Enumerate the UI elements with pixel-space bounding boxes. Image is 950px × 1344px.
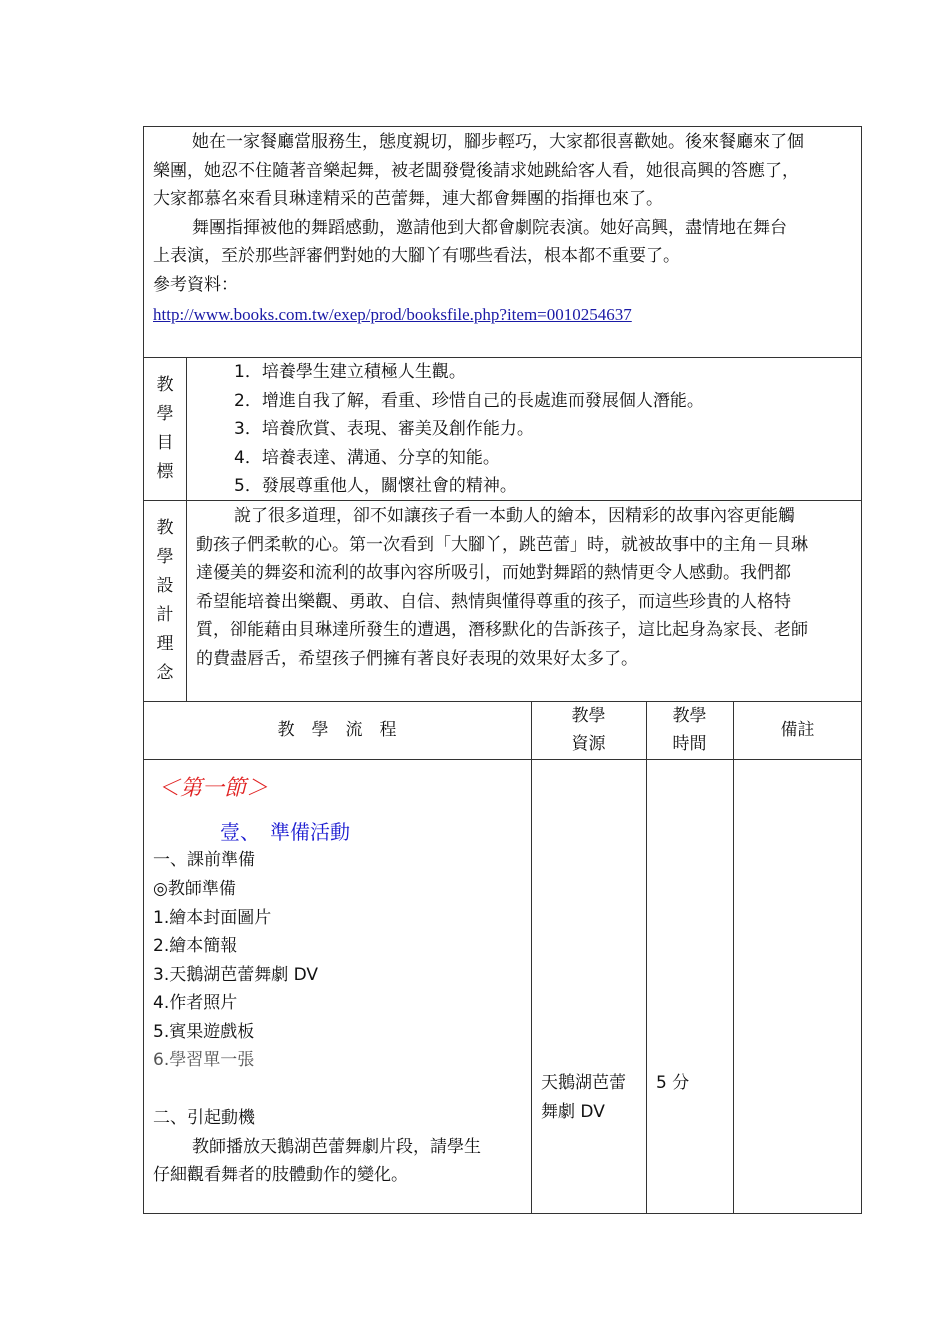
prep-item: 1.繪本封面圖片 bbox=[153, 908, 272, 928]
prep-heading: 一、課前準備 bbox=[153, 850, 255, 870]
design-label bbox=[143, 514, 187, 688]
label-char: 標 bbox=[156, 462, 174, 482]
story-paragraph-line: 大家都慕名來看貝琳達精采的芭蕾舞，連大都會舞團的指揮也來了。 bbox=[153, 189, 663, 209]
goal-item: 5．發展尊重他人，關懷社會的精神。 bbox=[234, 476, 517, 496]
design-line: 說了很多道理，卻不如讓孩子看一本動人的繪本，因精彩的故事內容更能觸 bbox=[234, 506, 795, 526]
col-divider bbox=[733, 701, 734, 1214]
story-paragraph-line: 舞團指揮被他的舞蹈感動，邀請他到大都會劇院表演。她好高興，盡情地在舞台 bbox=[192, 218, 787, 238]
design-line: 動孩子們柔軟的心。第一次看到「大腳丫，跳芭蕾」時，就被故事中的主角－貝琳 bbox=[196, 535, 808, 555]
motivation-line: 教師播放天鵝湖芭蕾舞劇片段，請學生 bbox=[192, 1137, 481, 1157]
prep-item: 6.學習單一張 bbox=[153, 1050, 255, 1070]
motivation-line: 仔細觀看舞者的肢體動作的變化。 bbox=[153, 1165, 408, 1185]
design-line: 的費盡唇舌，希望孩子們擁有著良好表現的效果好太多了。 bbox=[196, 649, 638, 669]
prep-item: 3.天鵝湖芭蕾舞劇 DV bbox=[153, 965, 319, 985]
label-char: 計 bbox=[156, 605, 174, 625]
resource-line2: 舞劇 DV bbox=[541, 1102, 605, 1122]
design-line: 希望能培養出樂觀、勇敢、自信、熱情與懂得尊重的孩子，而這些珍貴的人格特 bbox=[196, 592, 791, 612]
header-flow: 教 學 流 程 bbox=[277, 720, 397, 740]
motivation-heading: 二、引起動機 bbox=[153, 1108, 255, 1128]
header-resource-line2: 資源 bbox=[571, 734, 606, 754]
header-time-line1: 教學 bbox=[672, 706, 707, 726]
story-paragraph-line: 上表演，至於那些評審們對她的大腳丫有哪些看法，根本都不重要了。 bbox=[153, 246, 680, 266]
prep-item: 4.作者照片 bbox=[153, 993, 238, 1013]
header-notes: 備註 bbox=[780, 720, 815, 740]
label-char: 教 bbox=[156, 518, 174, 538]
goal-item: 3．培養欣賞、表現、審美及創作能力。 bbox=[234, 419, 534, 439]
prep-item: 5.賓果遊戲板 bbox=[153, 1022, 255, 1042]
story-paragraph-line: 樂團，她忍不住隨著音樂起舞，被老闆發覺後請求她跳給客人看，她很高興的答應了， bbox=[153, 161, 799, 181]
goals-label bbox=[143, 371, 187, 487]
label-char: 學 bbox=[156, 547, 174, 567]
goal-item: 1．培養學生建立積極人生觀。 bbox=[234, 362, 466, 382]
label-char: 設 bbox=[156, 576, 174, 596]
resource-line1: 天鵝湖芭蕾 bbox=[541, 1073, 626, 1093]
label-char: 目 bbox=[156, 433, 174, 453]
teacher-prep: ◎教師準備 bbox=[153, 879, 236, 899]
design-line: 達優美的舞姿和流利的故事內容所吸引，而她對舞蹈的熱情更令人感動。我們都 bbox=[196, 563, 791, 583]
reference-label: 參考資料： bbox=[153, 275, 238, 295]
label-char: 教 bbox=[156, 375, 174, 395]
goal-item: 2．增進自我了解，看重、珍惜自己的長處進而發展個人潛能。 bbox=[234, 391, 704, 411]
activity-heading: 壹、 準備活動 bbox=[220, 820, 350, 844]
header-resource-line1: 教學 bbox=[571, 706, 606, 726]
time-value: 5 分 bbox=[656, 1073, 690, 1093]
label-char: 念 bbox=[156, 663, 174, 683]
table-header-rule bbox=[143, 759, 862, 760]
col-divider bbox=[646, 701, 647, 1214]
prep-item: 2.繪本簡報 bbox=[153, 936, 238, 956]
col-divider bbox=[531, 701, 532, 1214]
design-line: 質，卻能藉由貝琳達所發生的遭遇，潛移默化的告訴孩子，這比起身為家長、老師 bbox=[196, 620, 808, 640]
label-char: 學 bbox=[156, 404, 174, 424]
story-paragraph-line: 她在一家餐廳當服務生，態度親切，腳步輕巧，大家都很喜歡她。後來餐廳來了個 bbox=[192, 132, 804, 152]
reference-link[interactable]: http://www.books.com.tw/exep/prod/booksfile.php?item=0010254637 bbox=[153, 305, 632, 324]
label-char: 理 bbox=[156, 634, 174, 654]
header-time-line2: 時間 bbox=[672, 734, 707, 754]
reference-link-wrap bbox=[153, 300, 632, 330]
goal-item: 4．培養表達、溝通、分享的知能。 bbox=[234, 448, 500, 468]
section-title: ＜第一節＞ bbox=[158, 776, 269, 801]
